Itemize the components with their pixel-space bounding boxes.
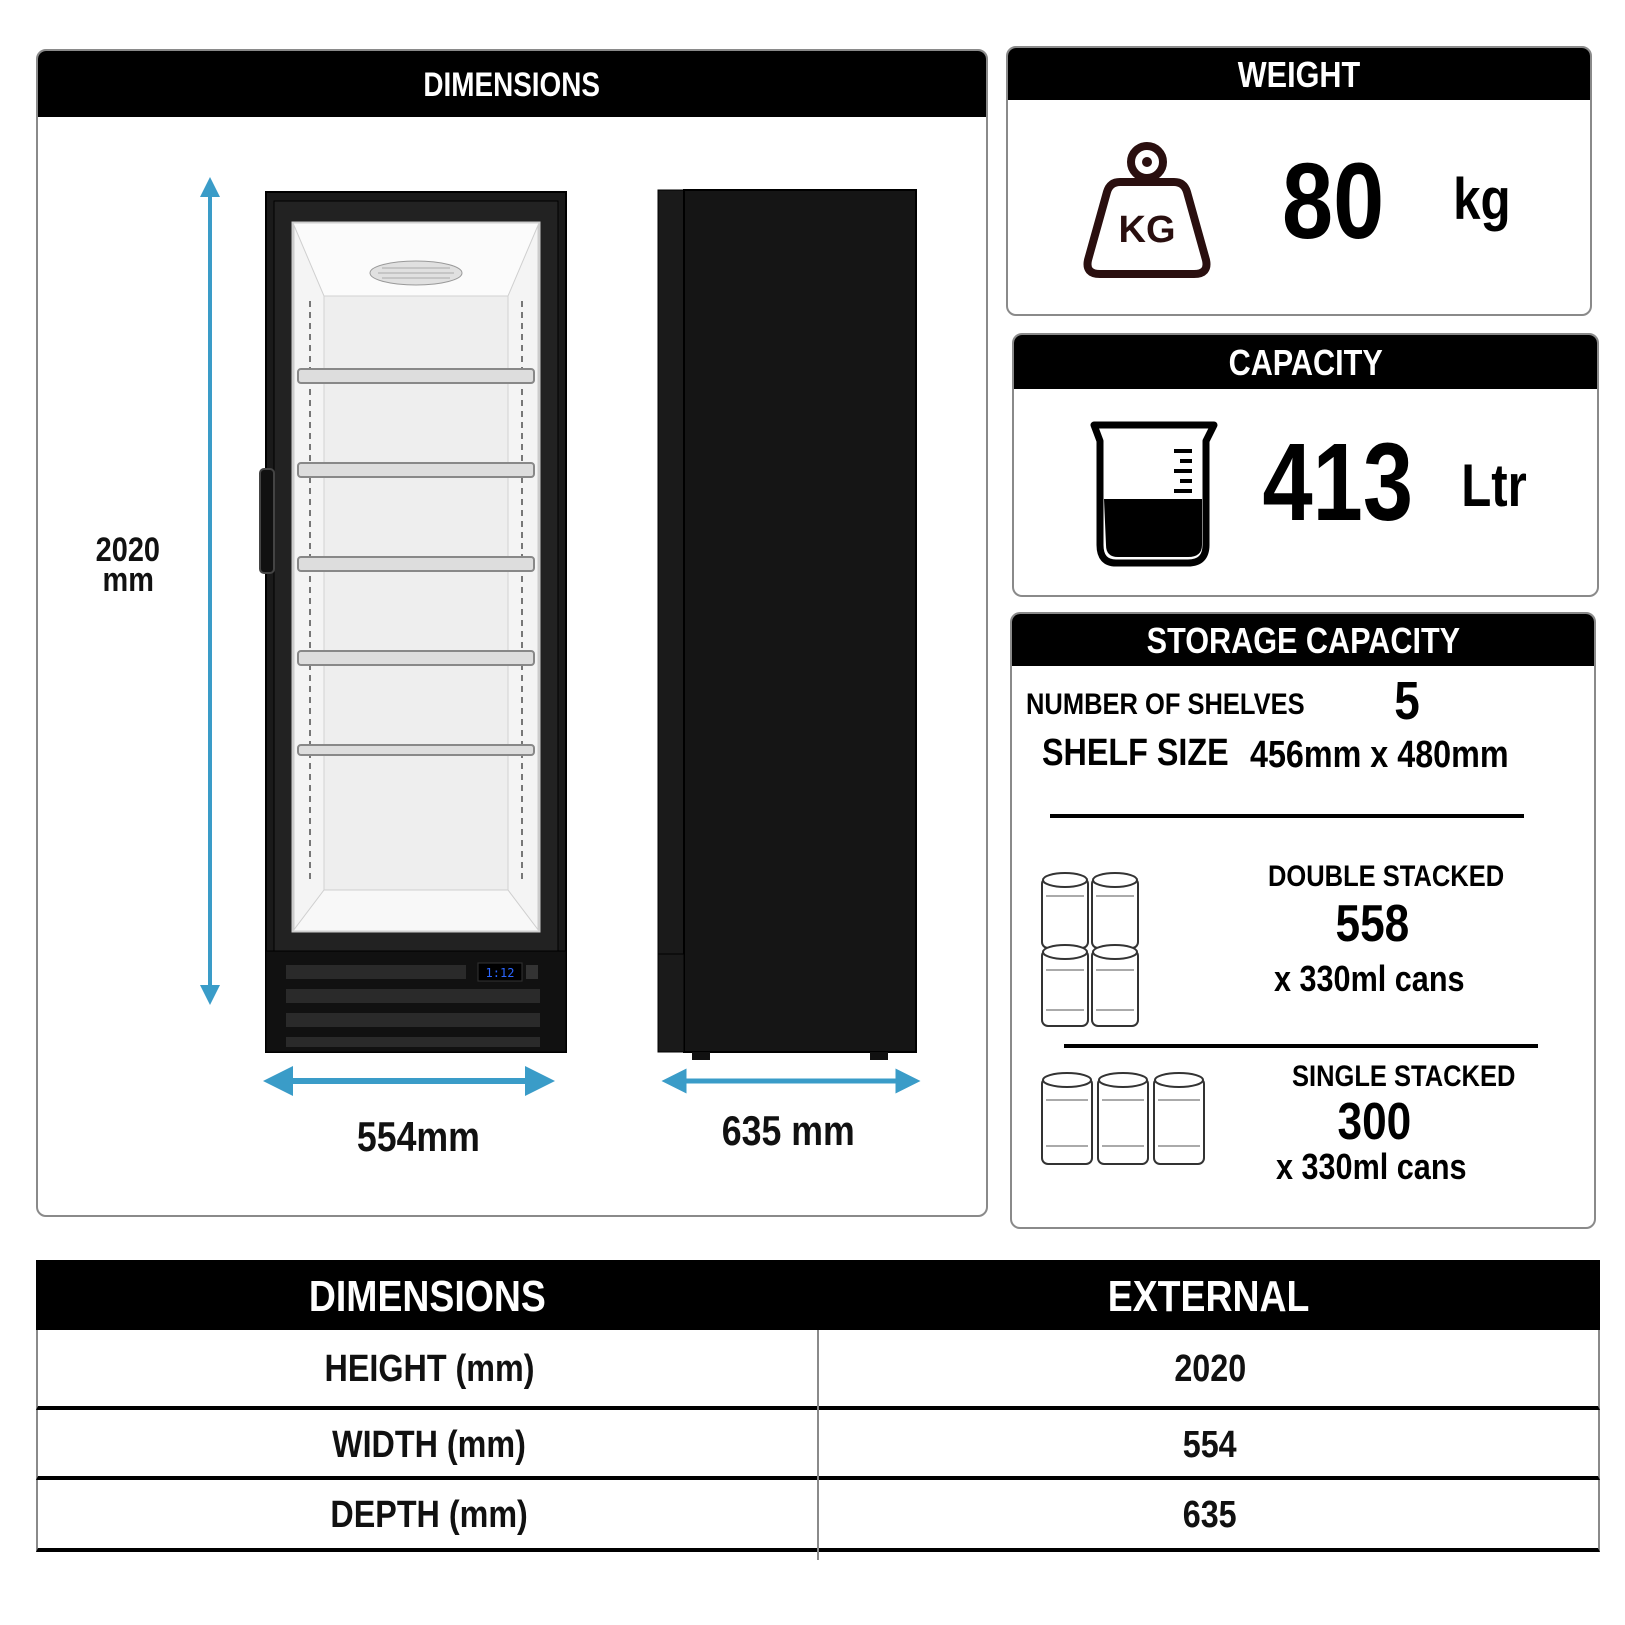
fridge-front-view [260, 192, 566, 1052]
weight-value: 80 [1281, 140, 1385, 261]
table-cell-value: 554 [1183, 1424, 1237, 1466]
capacity-panel-title: CAPACITY [1014, 335, 1597, 389]
table-header-external: EXTERNAL [1108, 1272, 1310, 1321]
storage-capacity-panel [1010, 612, 1596, 1229]
dimension-drawing [38, 51, 988, 1217]
table-column-divider [817, 1330, 819, 1560]
divider-line [1050, 814, 1524, 818]
capacity-unit: Ltr [1461, 452, 1527, 519]
dimensions-panel-title: DIMENSIONS [38, 51, 986, 117]
single-stacked-cans-icon [1038, 1070, 1208, 1170]
shelf-size-value: 456mm x 480mm [1250, 734, 1509, 776]
width-label: 554mm [356, 1113, 480, 1160]
weight-panel-title: WEIGHT [1008, 48, 1590, 100]
double-stacked-value: 558 [1335, 895, 1409, 953]
dimensions-table [36, 1260, 1600, 1552]
display-readout-text: 1:12 [485, 966, 515, 980]
kg-weight-icon [1072, 132, 1222, 282]
single-stacked-unit: x 330ml cans [1276, 1146, 1467, 1187]
fridge-side-view [658, 190, 916, 1060]
table-header [36, 1260, 1600, 1330]
single-stacked-label: SINGLE STACKED [1292, 1060, 1516, 1093]
beaker-icon [1090, 419, 1220, 569]
double-stacked-label: DOUBLE STACKED [1268, 860, 1505, 893]
kg-icon-text: KG [1118, 209, 1176, 251]
depth-label: 635 mm [721, 1107, 855, 1154]
divider-line-2 [1064, 1044, 1538, 1048]
capacity-value: 413 [1262, 421, 1414, 544]
shelves-label: NUMBER OF SHELVES [1026, 688, 1305, 721]
weight-unit: kg [1453, 167, 1511, 232]
table-cell-value: 635 [1183, 1494, 1237, 1536]
table-cell-value: 2020 [1174, 1348, 1246, 1390]
single-stacked-value: 300 [1337, 1093, 1411, 1151]
table-cell-label: HEIGHT (mm) [324, 1348, 534, 1390]
table-header-dimensions: DIMENSIONS [308, 1272, 546, 1321]
table-cell-label: WIDTH (mm) [332, 1424, 526, 1466]
table-cell-label: DEPTH (mm) [330, 1494, 528, 1536]
shelves-value: 5 [1394, 671, 1420, 731]
weight-panel [1006, 46, 1592, 316]
double-stacked-cans-icon [1038, 870, 1148, 1030]
height-label: 2020 mm [95, 531, 161, 599]
double-stacked-unit: x 330ml cans [1274, 958, 1465, 999]
storage-panel-title: STORAGE CAPACITY [1012, 614, 1594, 666]
dimensions-panel [36, 49, 988, 1217]
capacity-panel [1012, 333, 1599, 597]
shelf-size-label: SHELF SIZE [1042, 732, 1229, 774]
